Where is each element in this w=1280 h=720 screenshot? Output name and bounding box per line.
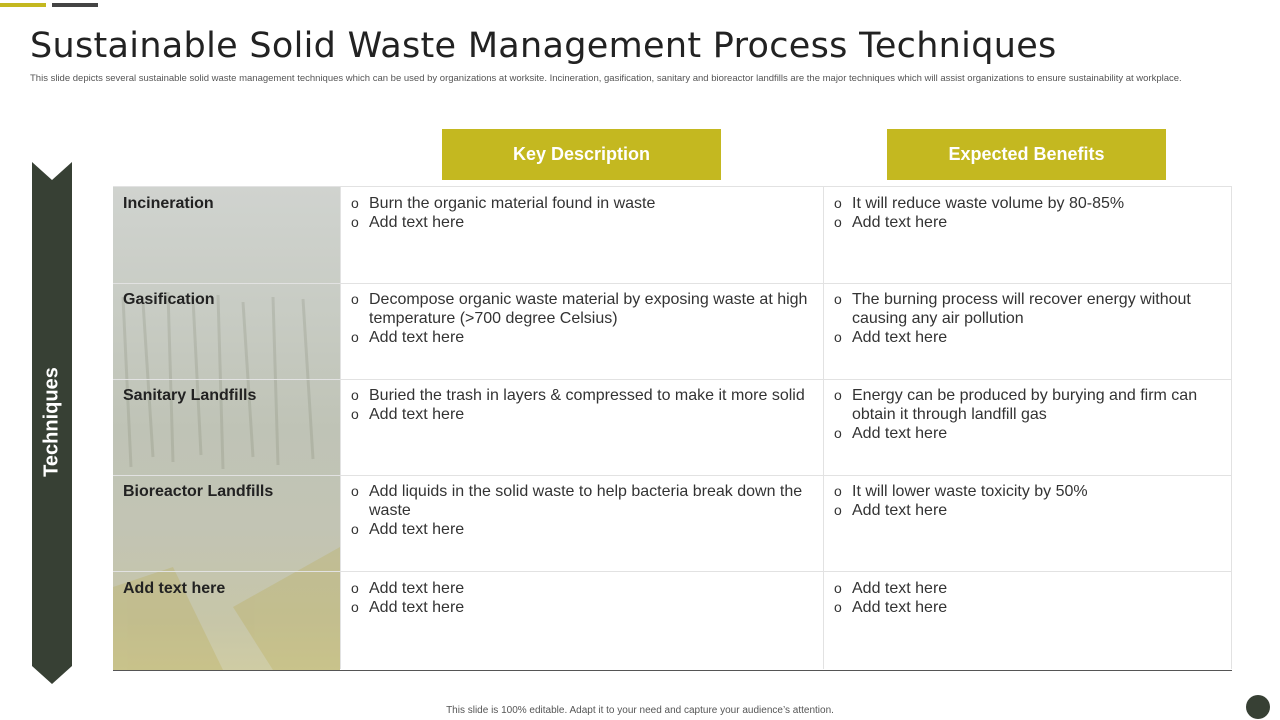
list-item: o It will lower waste toxicity by 50% — [834, 482, 1221, 501]
list-item: o Add text here — [351, 213, 813, 232]
description-cell — [340, 379, 823, 475]
techniques-label: Techniques — [40, 367, 63, 477]
description-cell — [340, 283, 823, 379]
list-item: o The burning process will recover energy without causing any air pollution — [834, 290, 1221, 328]
list-item: o It will reduce waste volume by 80-85% — [834, 194, 1221, 213]
benefits-cell — [823, 379, 1232, 475]
table-row — [113, 283, 1232, 380]
list-item: o Add text here — [351, 520, 813, 539]
list-item: o Energy can be produced by burying and firm can obtain it through landfill gas — [834, 386, 1221, 424]
list-item: o Add text here — [834, 213, 1221, 232]
table-row — [113, 475, 1232, 572]
footer-note: This slide is 100% editable. Adapt it to your need and capture your audience’s attention. — [446, 705, 834, 716]
top-accent-bar-gray — [52, 3, 98, 7]
table-row — [113, 379, 1232, 476]
technique-name: Incineration — [123, 195, 214, 212]
list-item: o Add text here — [834, 424, 1221, 443]
table-row — [113, 572, 1232, 669]
corner-circle-decoration — [1246, 695, 1270, 719]
list-item: o Burn the organic material found in waste — [351, 194, 813, 213]
benefits-cell — [823, 572, 1232, 669]
technique-name: Sanitary Landfills — [123, 387, 257, 404]
benefits-cell — [823, 475, 1232, 571]
technique-name: Add text here — [123, 580, 226, 597]
list-item: o Add text here — [351, 328, 813, 347]
page-subtitle: This slide depicts several sustainable solid waste management techniques which can be used by organizations at worksite. Incineration, gasification, sanitary and bioreactor landfills are the major techniques which will assist organizations to ensure sustainability at workplace. — [30, 73, 1182, 84]
technique-name: Gasification — [123, 291, 215, 308]
top-accent-bar-olive — [0, 3, 46, 7]
list-item: o Buried the trash in layers & compressed to make it more solid — [351, 386, 813, 405]
key-description-header: Key Description — [442, 129, 721, 180]
list-item: o Add liquids in the solid waste to help bacteria break down the waste — [351, 482, 813, 520]
description-cell — [340, 572, 823, 669]
list-item: o Add text here — [834, 579, 1221, 598]
list-item: o Add text here — [351, 579, 813, 598]
page-title: Sustainable Solid Waste Management Process Techniques — [30, 26, 1057, 66]
list-item: o Add text here — [351, 598, 813, 617]
description-cell — [340, 475, 823, 571]
table-row — [113, 187, 1232, 284]
technique-name: Bioreactor Landfills — [123, 483, 274, 500]
benefits-cell — [823, 187, 1232, 283]
list-item: o Add text here — [834, 328, 1221, 347]
list-item: o Add text here — [834, 598, 1221, 617]
list-item: o Add text here — [351, 405, 813, 424]
techniques-table — [113, 186, 1232, 671]
description-cell — [340, 187, 823, 283]
benefits-cell — [823, 283, 1232, 379]
expected-benefits-header: Expected Benefits — [887, 129, 1166, 180]
list-item: o Decompose organic waste material by exposing waste at high temperature (>700 degree Celsius) — [351, 290, 813, 328]
list-item: o Add text here — [834, 501, 1221, 520]
